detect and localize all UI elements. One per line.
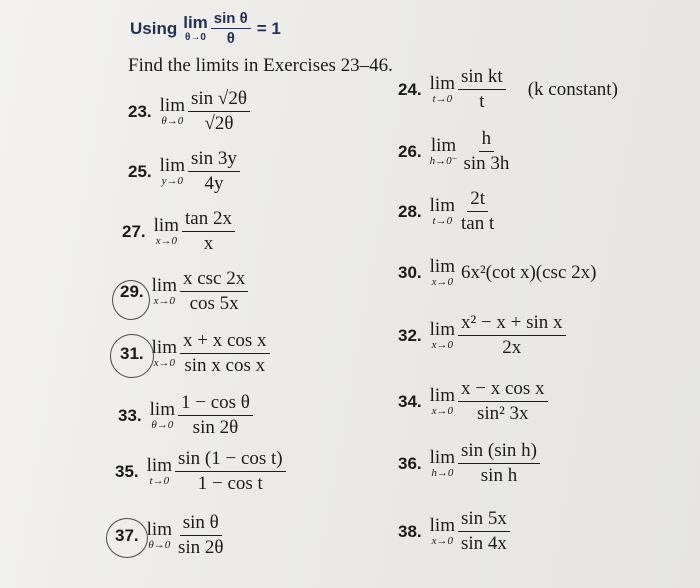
numerator: h (479, 128, 495, 152)
pen-circle-37 (106, 518, 148, 558)
exercise-number: 33. (118, 405, 142, 425)
exercise-number: 36. (398, 453, 422, 473)
denominator: 4y (204, 173, 224, 194)
exercise-number: 30. (398, 263, 422, 282)
lim-word: lim (429, 72, 455, 94)
header-identity (130, 10, 287, 47)
exercise-number: 29. (120, 281, 144, 301)
numerator: sin √2θ (188, 88, 250, 112)
exercise-number: 28. (398, 201, 422, 221)
exercise-34 (398, 378, 548, 425)
lim-word: lim (429, 256, 455, 277)
denominator: x (203, 233, 214, 254)
header-lim-word: lim (183, 12, 208, 32)
header-fraction (211, 10, 251, 47)
lim-word: lim (429, 514, 455, 536)
exercise-35 (115, 448, 286, 495)
numerator: x² − x + sin x (458, 312, 566, 336)
numerator: x csc 2x (180, 268, 248, 292)
lim-sub: θ→0 (161, 114, 184, 127)
denominator: 2x (502, 337, 522, 358)
exercise-number: 32. (398, 325, 422, 345)
denominator: sin² 3x (476, 403, 529, 424)
lim-word: lim (430, 134, 457, 156)
lim-word: lim (429, 194, 455, 216)
lim-word: lim (146, 454, 172, 476)
lim-sub: t→0 (432, 214, 453, 227)
numerator: sin θ (180, 512, 222, 536)
exercise-number: 38. (398, 521, 422, 541)
exercise-number: 24. (398, 79, 422, 99)
denominator: 1 − cos t (197, 473, 263, 494)
exercise-36 (398, 440, 540, 487)
pen-circle-29 (112, 280, 150, 320)
lim-sub: x→0 (153, 294, 175, 307)
lim-word: lim (151, 336, 177, 358)
lim-sub: x→0 (431, 404, 453, 417)
header-denominator: θ (226, 30, 235, 47)
header-numerator: sin θ (211, 10, 251, 29)
denominator: sin h (480, 465, 518, 486)
exercise-number: 31. (120, 343, 144, 363)
header-lim-sub: θ→0 (185, 31, 206, 43)
exercise-38 (398, 508, 510, 555)
numerator: sin (1 − cos t) (175, 448, 286, 472)
lim-word: lim (153, 214, 179, 236)
lim-sub: t→0 (149, 474, 170, 487)
numerator: x − x cos x (458, 378, 548, 402)
lim-sub: x→0 (431, 338, 453, 351)
lim-sub: θ→0 (148, 538, 171, 551)
exercise-number: 26. (398, 141, 422, 161)
pen-circle-31 (110, 334, 154, 378)
lim-word: lim (429, 318, 455, 340)
exercise-23 (128, 88, 250, 135)
denominator: sin 3h (463, 153, 510, 174)
lim-sub: x→0 (153, 356, 175, 369)
exercise-number: 37. (115, 525, 139, 545)
lim-word: lim (429, 446, 455, 468)
lim-sub: θ→0 (151, 418, 174, 431)
exercise-30 (398, 258, 596, 288)
exercise-number: 25. (128, 161, 152, 181)
lim-word: lim (151, 274, 177, 296)
numerator: sin (sin h) (458, 440, 540, 464)
lim-sub: t→0 (432, 92, 453, 105)
lim-sub: x→0 (155, 234, 177, 247)
exercise-number: 27. (122, 221, 146, 241)
exercise-28 (398, 188, 497, 235)
denominator: sin 2θ (192, 417, 239, 438)
numerator: 1 − cos θ (178, 392, 253, 416)
numerator: sin 3y (188, 148, 240, 172)
exercise-number: 34. (398, 391, 422, 411)
exercise-33 (118, 392, 253, 439)
numerator: tan 2x (182, 208, 235, 232)
lim-word: lim (159, 94, 185, 116)
denominator: cos 5x (189, 293, 239, 314)
header-equals: = 1 (256, 18, 281, 38)
numerator: 2t (467, 188, 488, 212)
lim-sub: y→0 (161, 174, 183, 187)
lim-sub: x→0 (431, 276, 453, 288)
instruction-text: Find the limits in Exercises 23–46. (128, 55, 393, 76)
exercise-number: 23. (128, 101, 152, 121)
denominator: t (479, 91, 485, 112)
constant-note: (k constant) (527, 78, 618, 100)
exercise-26 (398, 128, 512, 175)
denominator: sin x cos x (184, 355, 266, 376)
lim-word: lim (146, 518, 172, 540)
denominator: √2θ (204, 113, 234, 134)
exercise-24 (398, 66, 618, 113)
lim-sub: x→0 (431, 534, 453, 547)
numerator: x + x cos x (180, 330, 270, 354)
exercise-25 (128, 148, 240, 195)
exercise-27 (122, 208, 235, 255)
denominator: tan t (460, 213, 495, 234)
lim-sub: h→0 (431, 466, 454, 479)
exercise-number: 35. (115, 461, 139, 481)
denominator: sin 4x (460, 533, 507, 554)
numerator: sin kt (458, 66, 506, 90)
header-using: Using (130, 18, 178, 38)
lim-sub: h→0⁻ (429, 154, 458, 167)
exercise-32 (398, 312, 566, 359)
denominator: sin 2θ (177, 537, 224, 558)
expression: 6x²(cot x)(csc 2x) (460, 262, 597, 283)
lim-word: lim (149, 398, 175, 420)
lim-word: lim (429, 384, 455, 406)
lim-word: lim (159, 154, 185, 176)
numerator: sin 5x (458, 508, 510, 532)
header-limit (183, 14, 208, 44)
